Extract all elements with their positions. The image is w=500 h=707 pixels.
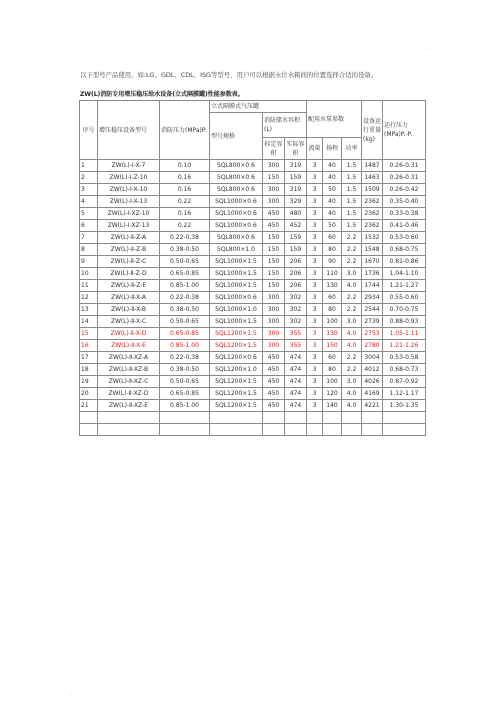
cell-power: 1.5 xyxy=(342,172,362,184)
header-pump-group: 配用水泵参数 xyxy=(307,101,362,138)
table-row xyxy=(80,232,426,244)
cell-head: 100 xyxy=(323,376,342,388)
cell-head: 80 xyxy=(323,304,342,316)
table-title: ZW(L)消防专用增压稳压给水设备(立式隔膜罐)性能参数表。 xyxy=(80,91,244,98)
cell-power: 2.2 xyxy=(342,364,362,376)
cell-op: 1.21-1.27 xyxy=(383,280,426,292)
table-row xyxy=(80,328,426,340)
header-pressure: 消防压力(MPa)P. xyxy=(160,101,210,160)
cell-p: 0.16 xyxy=(160,172,210,184)
cell-head: 130 xyxy=(323,328,342,340)
intro-paragraph: 以下型号产品使用，如:LG、GDL、CDL、ISG等型号，用户可以根据水位水箱间的位置选择合适的设备。 xyxy=(80,71,378,79)
cell-model: ZW(L)-Ⅰ-XZ-13 xyxy=(98,220,160,232)
cell-weight: 2544 xyxy=(362,304,383,316)
cell-head: 140 xyxy=(323,400,342,412)
cell-head: 80 xyxy=(323,244,342,256)
cell-power: 1.5 xyxy=(342,184,362,196)
spec-table xyxy=(79,100,426,436)
cell-no: 10 xyxy=(80,268,98,280)
cell-rated: 150 xyxy=(263,172,285,184)
cell-op: 0.53-0.60 xyxy=(383,232,426,244)
cell-p: 0.22-0.38 xyxy=(160,292,210,304)
cell-head: 60 xyxy=(323,352,342,364)
empty-cell xyxy=(383,424,426,436)
cell-op: 0.70-0.75 xyxy=(383,304,426,316)
table-row xyxy=(80,376,426,388)
cell-p: 0.85-1.00 xyxy=(160,340,210,352)
cell-power: 4.0 xyxy=(342,400,362,412)
cell-weight: 2739 xyxy=(362,316,383,328)
cell-flow: 3 xyxy=(307,280,323,292)
cell-actual: 474 xyxy=(285,388,307,400)
cell-p: 0.65-0.85 xyxy=(160,388,210,400)
cell-model: ZW(L)-Ⅱ-X-B xyxy=(98,304,160,316)
cell-actual: 302 xyxy=(285,316,307,328)
empty-cell xyxy=(210,412,263,424)
cell-model: ZW(L)-Ⅱ-Z-D xyxy=(98,268,160,280)
cell-actual: 329 xyxy=(285,196,307,208)
cell-op: 1.04-1.10 xyxy=(383,268,426,280)
table-row xyxy=(80,340,426,352)
cell-power: 2.2 xyxy=(342,292,362,304)
cell-no: 11 xyxy=(80,280,98,292)
cell-head: 50 xyxy=(323,220,342,232)
cell-actual: 302 xyxy=(285,304,307,316)
spec-table-body xyxy=(80,160,426,436)
empty-cell xyxy=(263,412,285,424)
cell-actual: 302 xyxy=(285,292,307,304)
empty-cell xyxy=(323,424,342,436)
cell-head: 120 xyxy=(323,388,342,400)
table-row xyxy=(80,388,426,400)
cell-rated: 300 xyxy=(263,160,285,172)
cell-p: 0.16 xyxy=(160,208,210,220)
cell-weight: 2362 xyxy=(362,220,383,232)
cell-rated: 150 xyxy=(263,232,285,244)
cell-head: 90 xyxy=(323,256,342,268)
cell-op: 0.41-0.46 xyxy=(383,220,426,232)
cell-no: 4 xyxy=(80,196,98,208)
cell-tank: SQL800×0.6 xyxy=(210,232,263,244)
cell-model: ZW(L)-Ⅱ-Z-C xyxy=(98,256,160,268)
cell-tank: SQL1200×1.5 xyxy=(210,376,263,388)
cell-rated: 150 xyxy=(263,268,285,280)
header-weight: 设备运行重量(kg) xyxy=(362,101,383,160)
cell-tank: SQL1000×1.5 xyxy=(210,280,263,292)
cell-op: 0.26-0.31 xyxy=(383,172,426,184)
cell-flow: 3 xyxy=(307,256,323,268)
cell-model: ZW(L)-Ⅱ-XZ-D xyxy=(98,388,160,400)
cell-no: 6 xyxy=(80,220,98,232)
cell-op: 1.21-1.26 xyxy=(383,340,426,352)
cell-rated: 300 xyxy=(263,328,285,340)
cell-tank: SQL1200×1.5 xyxy=(210,328,263,340)
table-row xyxy=(80,400,426,412)
cell-tank: SQL1200×1.0 xyxy=(210,364,263,376)
empty-cell xyxy=(362,412,383,424)
cell-model: ZW(L)-Ⅱ-XZ-E xyxy=(98,400,160,412)
cell-rated: 300 xyxy=(263,304,285,316)
cell-no: 20 xyxy=(80,388,98,400)
cell-actual: 206 xyxy=(285,268,307,280)
empty-cell xyxy=(383,412,426,424)
table-row xyxy=(80,172,426,184)
cell-op: 1.30-1.35 xyxy=(383,400,426,412)
cell-op: 0.53-0.58 xyxy=(383,352,426,364)
cell-power: 3.0 xyxy=(342,316,362,328)
cell-weight: 2780 xyxy=(362,340,383,352)
empty-cell xyxy=(307,412,323,424)
cell-op: 0.87-0.92 xyxy=(383,376,426,388)
cell-actual: 159 xyxy=(285,232,307,244)
cell-rated: 300 xyxy=(263,184,285,196)
cell-head: 60 xyxy=(323,232,342,244)
empty-cell xyxy=(98,424,160,436)
cell-no: 2 xyxy=(80,172,98,184)
cell-power: 2.2 xyxy=(342,244,362,256)
cell-rated: 300 xyxy=(263,316,285,328)
empty-row xyxy=(80,412,426,424)
cell-rated: 150 xyxy=(263,256,285,268)
cell-tank: SQL1000×0.6 xyxy=(210,196,263,208)
cell-tank: SQL1200×1.5 xyxy=(210,400,263,412)
cell-flow: 3 xyxy=(307,292,323,304)
cell-power: 4.0 xyxy=(342,328,362,340)
cell-flow: 3 xyxy=(307,208,323,220)
cell-head: 40 xyxy=(323,196,342,208)
cell-flow: 3 xyxy=(307,172,323,184)
cell-model: ZW(L)-Ⅱ-XZ-A xyxy=(98,352,160,364)
cell-op: 0.68-0.73 xyxy=(383,364,426,376)
table-row xyxy=(80,196,426,208)
cell-flow: 3 xyxy=(307,316,323,328)
empty-cell xyxy=(98,412,160,424)
cell-power: 1.5 xyxy=(342,160,362,172)
header-tank-group: 立式隔膜式气压罐 xyxy=(210,101,307,113)
cell-model: ZW(L)-Ⅰ-Z-10 xyxy=(98,172,160,184)
cell-flow: 3 xyxy=(307,160,323,172)
cell-op: 0.68-0.75 xyxy=(383,244,426,256)
cell-model: ZW(L)-Ⅱ-Z-A xyxy=(98,232,160,244)
cell-model: ZW(L)-Ⅰ-X-7 xyxy=(98,160,160,172)
cell-model: ZW(L)-Ⅱ-X-D xyxy=(98,328,160,340)
cell-flow: 3 xyxy=(307,184,323,196)
header-rated: 标定容积 xyxy=(263,138,285,160)
cell-flow: 3 xyxy=(307,328,323,340)
cell-head: 130 xyxy=(323,280,342,292)
cell-rated: 450 xyxy=(263,364,285,376)
cell-weight: 1509 xyxy=(362,184,383,196)
cell-actual: 474 xyxy=(285,400,307,412)
cell-head: 40 xyxy=(323,172,342,184)
cell-rated: 300 xyxy=(263,292,285,304)
cell-flow: 3 xyxy=(307,388,323,400)
cell-flow: 3 xyxy=(307,304,323,316)
cell-no: 8 xyxy=(80,244,98,256)
cell-tank: SQL1200×1.5 xyxy=(210,340,263,352)
cell-op: 0.88-0.93 xyxy=(383,316,426,328)
cell-p: 0.85-1.00 xyxy=(160,400,210,412)
corner-mark-top: . xyxy=(428,44,430,51)
table-row xyxy=(80,280,426,292)
cell-tank: SQL1200×0.6 xyxy=(210,352,263,364)
cell-head: 110 xyxy=(323,268,342,280)
cell-p: 0.38-0.50 xyxy=(160,304,210,316)
table-row xyxy=(80,208,426,220)
cell-model: ZW(L)-Ⅰ-XZ-10 xyxy=(98,208,160,220)
cell-weight: 2753 xyxy=(362,328,383,340)
cell-model: ZW(L)-Ⅰ-X-13 xyxy=(98,196,160,208)
cell-p: 0.22 xyxy=(160,196,210,208)
cell-tank: SQL1000×0.6 xyxy=(210,220,263,232)
cell-p: 0.50-0.65 xyxy=(160,256,210,268)
cell-flow: 3 xyxy=(307,364,323,376)
cell-head: 40 xyxy=(323,208,342,220)
cell-actual: 159 xyxy=(285,172,307,184)
cell-p: 0.50-0.65 xyxy=(160,316,210,328)
header-head: 扬程 xyxy=(323,138,342,160)
cell-flow: 3 xyxy=(307,220,323,232)
cell-flow: 3 xyxy=(307,268,323,280)
cell-actual: 319 xyxy=(285,184,307,196)
cell-no: 18 xyxy=(80,364,98,376)
cell-p: 0.38-0.50 xyxy=(160,244,210,256)
empty-cell xyxy=(285,412,307,424)
cell-p: 0.50-0.65 xyxy=(160,376,210,388)
table-row xyxy=(80,184,426,196)
cell-weight: 1670 xyxy=(362,256,383,268)
cell-tank: SQL1000×1.5 xyxy=(210,316,263,328)
cell-op: 1.12-1.17 xyxy=(383,388,426,400)
cell-no: 16 xyxy=(80,340,98,352)
cell-rated: 450 xyxy=(263,208,285,220)
cell-no: 12 xyxy=(80,292,98,304)
cell-model: ZW(L)-Ⅱ-XZ-C xyxy=(98,376,160,388)
header-op-pressure: 运行压力(MPa)P.-P. xyxy=(383,101,426,160)
table-row xyxy=(80,304,426,316)
cell-power: 1.5 xyxy=(342,220,362,232)
cell-op: 1.05-1.11 xyxy=(383,328,426,340)
cell-actual: 474 xyxy=(285,352,307,364)
cell-head: 80 xyxy=(323,364,342,376)
cell-p: 0.38-0.50 xyxy=(160,364,210,376)
cell-rated: 150 xyxy=(263,280,285,292)
cell-weight: 1487 xyxy=(362,160,383,172)
empty-cell xyxy=(342,412,362,424)
cell-no: 7 xyxy=(80,232,98,244)
cell-model: ZW(L)-Ⅱ-X-A xyxy=(98,292,160,304)
cell-power: 4.0 xyxy=(342,340,362,352)
cell-no: 1 xyxy=(80,160,98,172)
cell-power: 2.2 xyxy=(342,232,362,244)
table-row xyxy=(80,292,426,304)
cell-no: 19 xyxy=(80,376,98,388)
table-row xyxy=(80,352,426,364)
cell-flow: 3 xyxy=(307,340,323,352)
cell-flow: 3 xyxy=(307,232,323,244)
cell-weight: 2362 xyxy=(362,196,383,208)
cell-p: 0.16 xyxy=(160,184,210,196)
cell-weight: 4026 xyxy=(362,376,383,388)
cell-tank: SQL1000×1.0 xyxy=(210,304,263,316)
cell-no: 15 xyxy=(80,328,98,340)
cell-rated: 450 xyxy=(263,220,285,232)
cell-flow: 3 xyxy=(307,352,323,364)
cell-tank: SQL800×0.6 xyxy=(210,160,263,172)
cell-head: 50 xyxy=(323,184,342,196)
cell-p: 0.22-0.38 xyxy=(160,352,210,364)
header-actual: 实际容积 xyxy=(285,138,307,160)
cell-actual: 355 xyxy=(285,328,307,340)
cell-flow: 3 xyxy=(307,376,323,388)
table-row xyxy=(80,316,426,328)
cell-power: 4.0 xyxy=(342,280,362,292)
cell-op: 0.35-0.40 xyxy=(383,196,426,208)
empty-cell xyxy=(80,412,98,424)
empty-cell xyxy=(362,424,383,436)
header-power: 功率 xyxy=(342,138,362,160)
cell-head: 60 xyxy=(323,292,342,304)
table-row xyxy=(80,244,426,256)
empty-cell xyxy=(342,424,362,436)
cell-power: 3.0 xyxy=(342,376,362,388)
cell-actual: 206 xyxy=(285,256,307,268)
cell-weight: 2362 xyxy=(362,208,383,220)
cell-tank: SQL1000×0.6 xyxy=(210,292,263,304)
empty-row xyxy=(80,424,426,436)
cell-actual: 474 xyxy=(285,364,307,376)
cell-flow: 3 xyxy=(307,400,323,412)
table-row xyxy=(80,220,426,232)
cell-weight: 1532 xyxy=(362,232,383,244)
cell-power: 2.2 xyxy=(342,256,362,268)
cell-no: 3 xyxy=(80,184,98,196)
cell-p: 0.22-0.38 xyxy=(160,232,210,244)
table-row xyxy=(80,160,426,172)
cell-p: 0.65-0.85 xyxy=(160,268,210,280)
cell-op: 0.81-0.86 xyxy=(383,256,426,268)
cell-rated: 300 xyxy=(263,196,285,208)
table-row xyxy=(80,256,426,268)
cell-model: ZW(L)-Ⅱ-X-E xyxy=(98,340,160,352)
cell-rated: 450 xyxy=(263,376,285,388)
empty-cell xyxy=(210,424,263,436)
cell-model: ZW(L)-Ⅰ-X-10 xyxy=(98,184,160,196)
cell-weight: 1548 xyxy=(362,244,383,256)
cell-power: 1.5 xyxy=(342,196,362,208)
cell-p: 0.65-0.85 xyxy=(160,328,210,340)
cell-rated: 450 xyxy=(263,388,285,400)
cell-weight: 1744 xyxy=(362,280,383,292)
cell-model: ZW(L)-Ⅱ-Z-B xyxy=(98,244,160,256)
cell-tank: SQL1000×0.6 xyxy=(210,208,263,220)
empty-cell xyxy=(80,424,98,436)
cell-head: 40 xyxy=(323,160,342,172)
cell-actual: 206 xyxy=(285,280,307,292)
cell-power: 2.2 xyxy=(342,304,362,316)
cell-weight: 3004 xyxy=(362,352,383,364)
cell-weight: 2934 xyxy=(362,292,383,304)
cell-actual: 452 xyxy=(285,220,307,232)
cell-weight: 4169 xyxy=(362,388,383,400)
empty-cell xyxy=(323,412,342,424)
cell-tank: SQL1000×1.5 xyxy=(210,256,263,268)
header-tank-model: 型号规格 xyxy=(210,113,263,160)
cell-flow: 3 xyxy=(307,196,323,208)
cell-p: 0.22 xyxy=(160,220,210,232)
cell-p: 0.10 xyxy=(160,160,210,172)
cell-no: 9 xyxy=(80,256,98,268)
cell-model: ZW(L)-Ⅱ-XZ-B xyxy=(98,364,160,376)
header-seq: 序号 xyxy=(80,101,98,160)
empty-cell xyxy=(307,424,323,436)
table-row xyxy=(80,364,426,376)
cell-tank: SQL1000×1.5 xyxy=(210,268,263,280)
cell-power: 4.0 xyxy=(342,388,362,400)
cell-tank: SQL800×0.6 xyxy=(210,184,263,196)
cell-weight: 1736 xyxy=(362,268,383,280)
cell-rated: 450 xyxy=(263,352,285,364)
empty-cell xyxy=(285,424,307,436)
cell-rated: 300 xyxy=(263,340,285,352)
cell-model: ZW(L)-Ⅱ-Z-E xyxy=(98,280,160,292)
cell-flow: 3 xyxy=(307,244,323,256)
cell-actual: 355 xyxy=(285,340,307,352)
cell-rated: 450 xyxy=(263,400,285,412)
header-model: 增压稳压设备型号 xyxy=(98,101,160,160)
cell-power: 2.2 xyxy=(342,352,362,364)
cell-no: 17 xyxy=(80,352,98,364)
cell-actual: 159 xyxy=(285,244,307,256)
cell-weight: 4012 xyxy=(362,364,383,376)
cell-power: 3.0 xyxy=(342,268,362,280)
cell-op: 0.26-0.42 xyxy=(383,184,426,196)
cell-no: 14 xyxy=(80,316,98,328)
cell-op: 0.33-0.38 xyxy=(383,208,426,220)
cell-op: 0.26-0.31 xyxy=(383,160,426,172)
cell-tank: SQL800×1.0 xyxy=(210,244,263,256)
cell-weight: 4221 xyxy=(362,400,383,412)
cell-no: 21 xyxy=(80,400,98,412)
empty-cell xyxy=(160,424,210,436)
table-row xyxy=(80,268,426,280)
cell-actual: 480 xyxy=(285,208,307,220)
cell-model: ZW(L)-Ⅱ-X-C xyxy=(98,316,160,328)
cell-tank: SQL1200×1.5 xyxy=(210,388,263,400)
cell-head: 100 xyxy=(323,316,342,328)
corner-mark-bottom: . xyxy=(70,690,72,697)
empty-cell xyxy=(263,424,285,436)
cell-actual: 474 xyxy=(285,376,307,388)
header-flow: 流量 xyxy=(307,138,323,160)
cell-weight: 1463 xyxy=(362,172,383,184)
cell-tank: SQL800×0.6 xyxy=(210,172,263,184)
header-storage: 消防储水容积(L) xyxy=(263,113,307,138)
empty-cell xyxy=(160,412,210,424)
cell-p: 0.85-1.00 xyxy=(160,280,210,292)
cell-no: 5 xyxy=(80,208,98,220)
cell-rated: 150 xyxy=(263,244,285,256)
cell-actual: 319 xyxy=(285,160,307,172)
cell-no: 13 xyxy=(80,304,98,316)
cell-head: 150 xyxy=(323,340,342,352)
cell-op: 0.55-0.60 xyxy=(383,292,426,304)
cell-power: 1.5 xyxy=(342,208,362,220)
